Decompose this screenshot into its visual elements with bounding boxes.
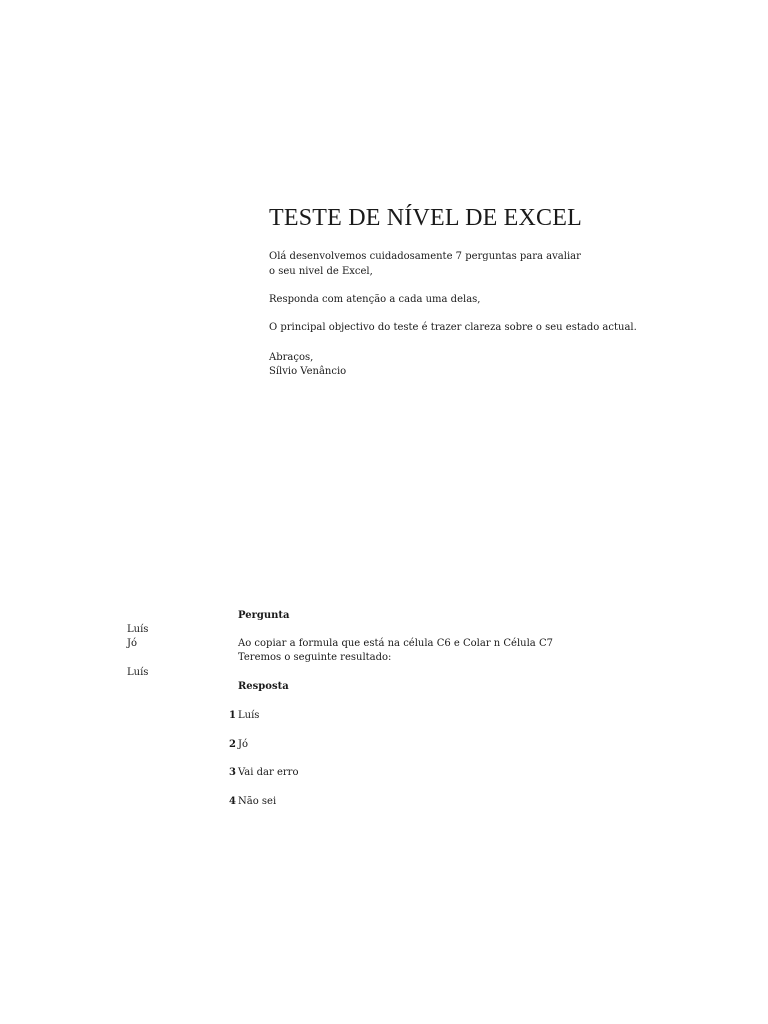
page-title: TESTE DE NÍVEL DE EXCEL	[269, 205, 582, 231]
answer-option-4[interactable]	[227, 795, 276, 809]
cell-value-2: Jó	[127, 638, 138, 649]
intro-line-2: o seu nivel de Excel,	[269, 266, 373, 277]
signoff-author: Sílvio Venâncio	[269, 366, 347, 377]
answer-option-number: 2	[229, 739, 236, 750]
intro-line-4: O principal objectivo do teste é trazer clareza sobre o seu estado actual.	[269, 322, 637, 333]
question-label: Pergunta	[238, 610, 290, 621]
cell-value-3: Luís	[127, 667, 149, 678]
answer-label: Resposta	[238, 681, 289, 692]
answer-option-number: 3	[229, 767, 236, 778]
answer-option-number: 4	[229, 796, 236, 807]
question-text-line-1: Ao copiar a formula que está na célula C6 e Colar n Célula C7	[238, 638, 553, 649]
answer-option-1[interactable]	[227, 709, 259, 723]
cell-value-1: Luís	[127, 624, 149, 635]
answer-option-number: 1	[229, 710, 236, 721]
answer-option-3[interactable]	[227, 766, 298, 780]
intro-line-3: Responda com atenção a cada uma delas,	[269, 294, 481, 305]
answer-option-text: Vai dar erro	[238, 767, 299, 778]
intro-line-1: Olá desenvolvemos cuidadosamente 7 perguntas para avaliar	[269, 251, 581, 262]
answer-option-text: Jó	[238, 739, 249, 750]
answer-option-text: Não sei	[238, 796, 277, 807]
answer-option-2[interactable]	[227, 738, 248, 752]
signoff-greeting: Abraços,	[269, 352, 314, 363]
answer-option-text: Luís	[238, 710, 260, 721]
question-text-line-2: Teremos o seguinte resultado:	[238, 652, 392, 663]
